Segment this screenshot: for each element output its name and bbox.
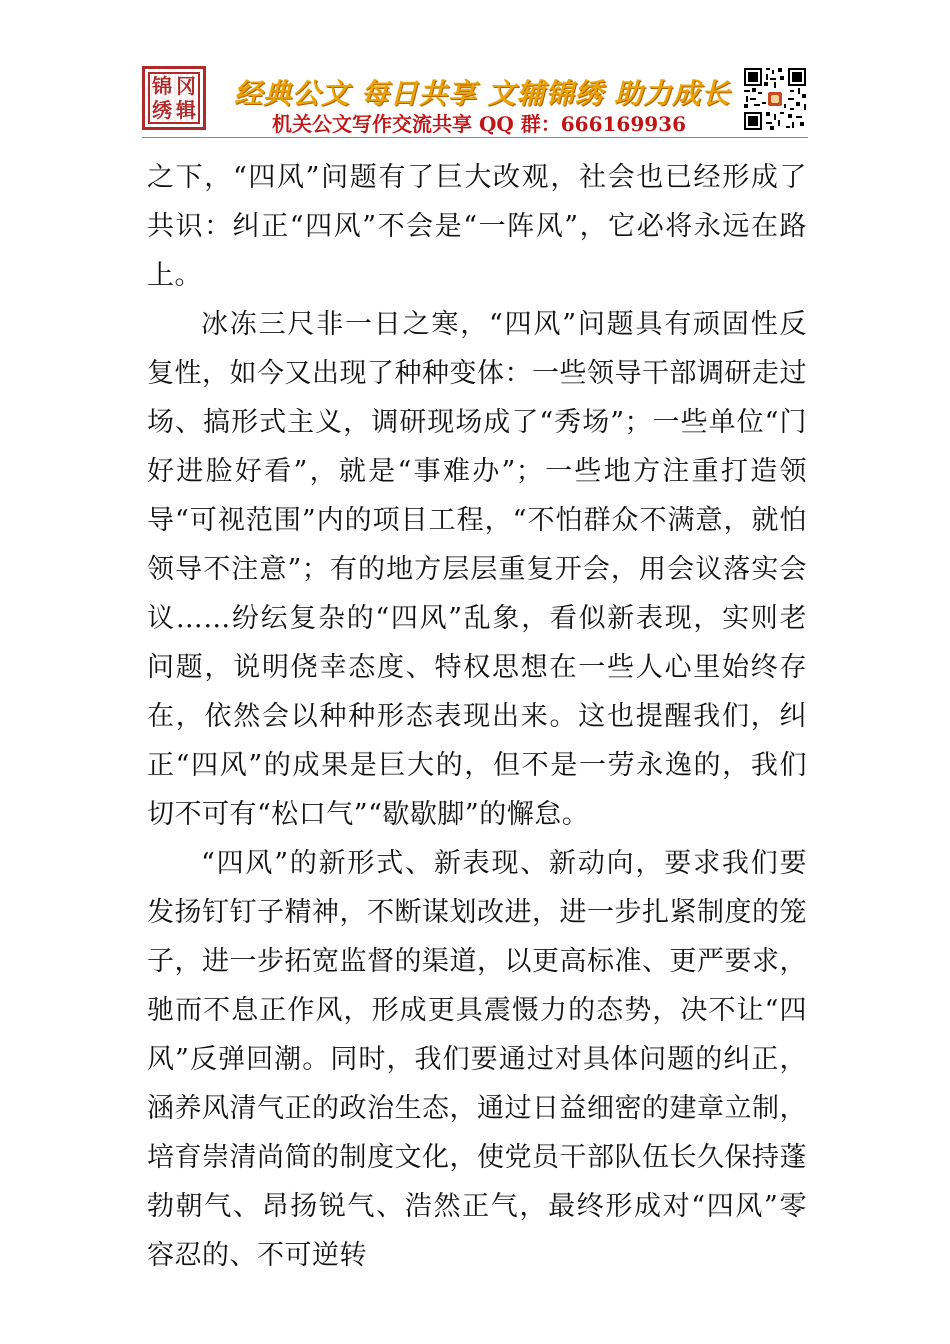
body-paragraph: “四风”的新形式、新表现、新动向，要求我们要发扬钉钉子精神，不断谋划改进，进一步扎紧制度的笼子，进一步拓宽监督的渠道，以更高标准、更严要求，驰而不息正作风，形成更具震慑力的态势，决不让“四风”反弹回潮。同时，我们要通过对具体问题的纠正，涵养风清气正的政治生态，通过日益细密的建章立制，培育崇清尚简的制度文化，使党员干部队伍长久保持蓬勃朝气、昂扬锐气、浩然正气，最终形成对“四风”零容忍的、不可逆转 xyxy=(147,848,807,1271)
body-paragraph: 冰冻三尺非一日之寒，“四风”问题具有顽固性反复性，如今又出现了种种变体：一些领导干部调研走过场、搞形式主义，调研现场成了“秀场”；一些单位“门好进脸好看”，就是“事难办”；一些地方注重打造领导“可视范围”内的项目工程，“不怕群众不满意，就怕领导不注意”；有的地方层层重复开会，用会议落实会议……纷纭复杂的“四风”乱象，看似新表现，实则老问题，说明侥幸态度、特权思想在一些人心里始终存在，依然会以种种形态表现出来。这也提醒我们，纠正“四风”的成果是巨大的，但不是一劳永逸的，我们切不可有“松口气”“歇歇脚”的懈怠。 xyxy=(147,309,807,830)
seal-char: 绣 xyxy=(152,98,172,122)
seal-char: 冈 xyxy=(176,74,196,98)
seal-char: 锦 xyxy=(152,74,172,98)
document-body xyxy=(147,153,807,1280)
header-slogan: 经典公文 每日共享 文辅锦绣 助力成长 xyxy=(234,77,731,110)
document-header xyxy=(142,66,808,136)
seal-char: 辑 xyxy=(176,98,196,122)
body-paragraph: 之下，“四风”问题有了巨大改观，社会也已经形成了共识：纠正“四风”不会是“一阵风”，它必将永远在路上。 xyxy=(147,162,807,291)
seal-logo xyxy=(142,66,206,130)
header-divider xyxy=(142,137,808,138)
seal-logo-inner xyxy=(148,72,200,124)
header-qq-group: 机关公文写作交流共享 QQ 群：666169936 xyxy=(271,112,686,136)
qr-code-icon xyxy=(742,66,808,132)
